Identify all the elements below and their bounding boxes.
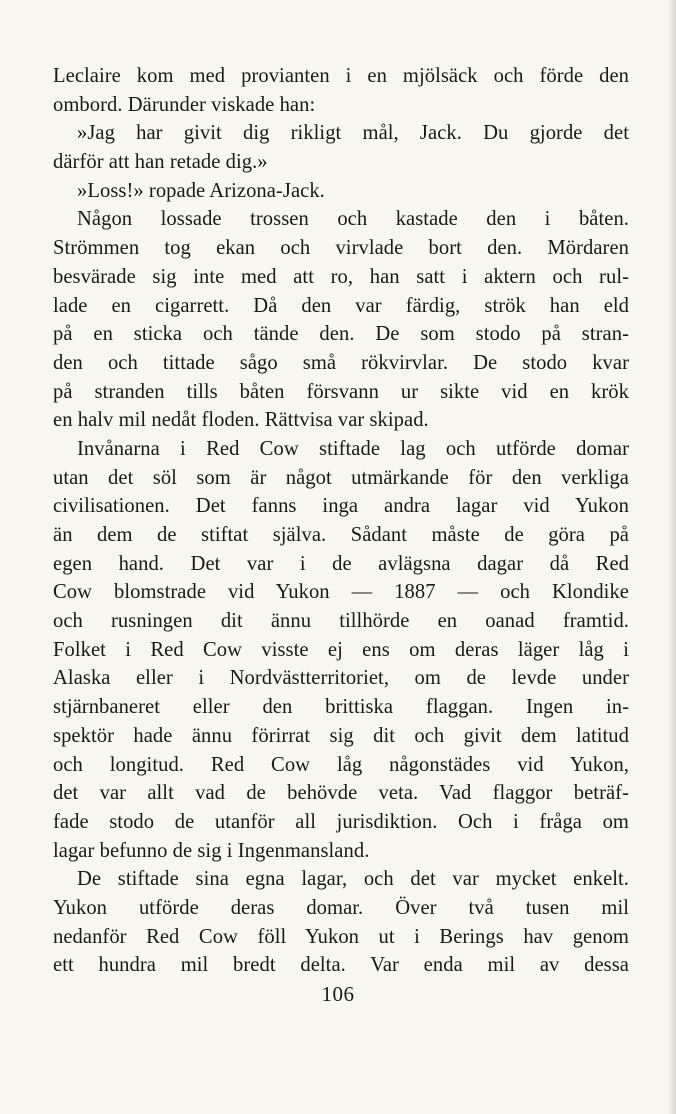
text-line: »Jag har givit dig rikligt mål, Jack. Du gjorde det (77, 122, 629, 145)
text-line: på en sticka och tände den. De som stodo på stran- (53, 323, 629, 346)
text-line: »Loss!» ropade Arizona-Jack. (77, 179, 325, 202)
text-line: besvärade sig inte med att ro, han satt i aktern och rul- (53, 265, 629, 288)
text-line: Någon lossade trossen och kastade den i båten. (77, 208, 629, 231)
text-line: ett hundra mil bredt delta. Var enda mil av dessa (53, 954, 629, 977)
text-line: därför att han retade dig.» (53, 151, 268, 174)
text-line: utan det söl som är något utmärkande för den verkliga (53, 466, 629, 489)
text-line: egen hand. Det var i de avlägsna dagar då Red (53, 552, 629, 575)
text-line: nedanför Red Cow föll Yukon ut i Berings hav genom (53, 925, 629, 948)
text-line: Leclaire kom med provianten i en mjölsäck och förde den (53, 65, 629, 87)
text-line: en halv mil nedåt floden. Rättvisa var skipad. (53, 409, 429, 432)
page-edge-shadow (668, 0, 676, 1114)
text-line: Invånarna i Red Cow stiftade lag och utförde domar (77, 437, 629, 460)
text-line: civilisationen. Det fanns inga andra lagar vid Yukon (53, 495, 629, 518)
text-line: stjärnbaneret eller den brittiska flaggan. Ingen in- (53, 696, 629, 719)
text-line: och rusningen dit ännu tillhörde en oanad framtid. (53, 610, 629, 633)
page-number: 106 (321, 982, 355, 1006)
text-line: Cow blomstrade vid Yukon — 1887 — och Klondike (53, 581, 629, 604)
text-line: den och tittade sågo små rökvirvlar. De stodo kvar (53, 351, 629, 374)
text-line: spektör hade ännu förirrat sig dit och givit dem latitud (53, 724, 629, 747)
text-line: Yukon utförde deras domar. Över två tusen mil (53, 896, 629, 919)
text-line: ombord. Därunder viskade han: (53, 93, 316, 116)
text-line: på stranden tills båten försvann ur sikte vid en krök (53, 380, 629, 403)
text-line: Strömmen tog ekan och virvlade bort den. Mördaren (53, 237, 629, 260)
text-line: det var allt vad de behövde veta. Vad flaggor beträf- (53, 782, 629, 805)
text-line: fade stodo de utanför all jurisdiktion. Och i fråga om (53, 810, 629, 833)
text-line: lade en cigarrett. Då den var färdig, strök han eld (53, 294, 629, 317)
text-line: lagar befunno de sig i Ingenmansland. (53, 839, 370, 862)
body-text (53, 62, 629, 980)
text-line: De stiftade sina egna lagar, och det var mycket enkelt. (77, 868, 629, 891)
text-line: och longitud. Red Cow låg någonstädes vid Yukon, (53, 753, 629, 776)
text-line: än dem de stiftat själva. Sådant måste de göra på (53, 524, 629, 546)
text-line: Folket i Red Cow visste ej ens om deras läger låg i (53, 638, 629, 661)
text-line: Alaska eller i Nordvästterritoriet, om de levde under (53, 667, 629, 690)
